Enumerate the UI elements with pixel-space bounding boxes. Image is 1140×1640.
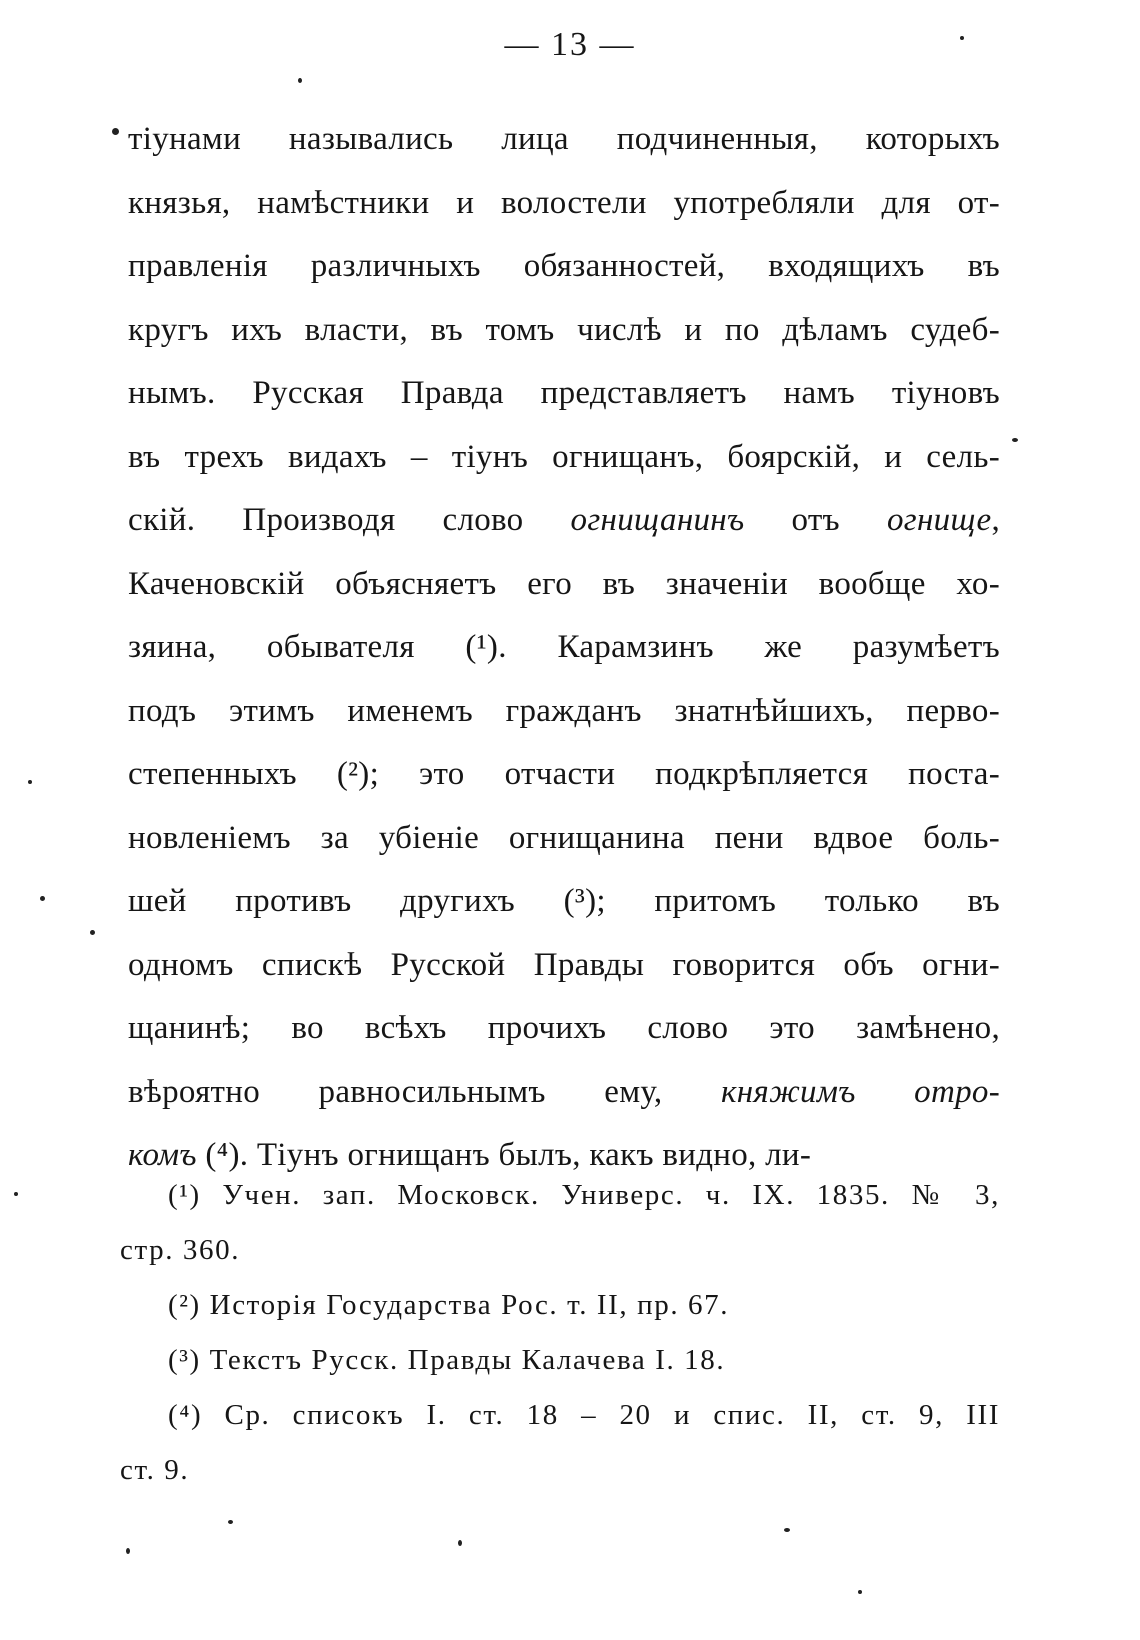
body-line: одномъ спискѣ Русской Правды говорится объ огни- <box>128 946 1000 983</box>
scan-speck <box>112 128 119 135</box>
scan-speck <box>228 1520 233 1524</box>
body-line: новленіемъ за убіеніе огнищанина пени вдвое боль- <box>128 819 1000 856</box>
footnotes <box>120 1168 1000 1498</box>
body-line: комъ (⁴). Тіунъ огнищанъ былъ, какъ видно, ли- <box>128 1137 812 1173</box>
scan-speck <box>126 1548 130 1554</box>
body-line: въ трехъ видахъ – тіунъ огнищанъ, боярскій, и сель- <box>128 438 1000 475</box>
scan-speck <box>1012 438 1018 442</box>
body-line: зяина, обывателя (¹). Карамзинъ же разумѣетъ <box>128 629 1000 665</box>
scan-speck <box>40 896 45 901</box>
footnote-2: (²) Исторія Государства Рос. т. II, пр. 67. <box>168 1289 730 1321</box>
footnote-4-continued: ст. 9. <box>120 1454 190 1486</box>
body-line: правленія различныхъ обязанностей, входящихъ въ <box>128 248 1000 284</box>
scan-speck <box>28 780 32 784</box>
scan-speck <box>14 1192 18 1196</box>
scan-speck <box>960 36 964 40</box>
scan-speck <box>90 930 95 935</box>
scan-speck <box>858 1590 862 1594</box>
body-line: щанинѣ; во всѣхъ прочихъ слово это замѣнено, <box>128 1010 1000 1046</box>
body-line: тіунами назывались лица подчиненныя, которыхъ <box>128 121 1000 157</box>
footnote-1-continued: стр. 360. <box>120 1234 241 1266</box>
body-line: скій. Производя слово огнищанинъ отъ огнище, <box>128 502 1000 538</box>
body-line: степенныхъ (²); это отчасти подкрѣпляется поста- <box>128 756 1000 792</box>
body-line: князья, намѣстники и волостели употребляли для от- <box>128 184 1000 221</box>
footnote-1: (¹) Учен. зап. Московск. Универс. ч. IX. 1835. № 3, <box>168 1179 1000 1211</box>
body-line: кругъ ихъ власти, въ томъ числѣ и по дѣламъ судеб- <box>128 311 1000 348</box>
body-line: вѣроятно равносильнымъ ему, княжимъ отро- <box>128 1073 1000 1110</box>
scan-speck <box>458 1540 462 1546</box>
body-text <box>128 108 1000 1188</box>
body-line: Каченовскій объясняетъ его въ значеніи вообще хо- <box>128 565 1000 602</box>
page-number: — 13 — <box>504 26 636 63</box>
scan-speck <box>784 1528 790 1532</box>
body-line: шей противъ другихъ (³); притомъ только въ <box>128 883 1000 919</box>
body-line: подъ этимъ именемъ гражданъ знатнѣйшихъ, перво- <box>128 692 1000 729</box>
scan-speck <box>298 78 302 83</box>
body-line: нымъ. Русская Правда представляетъ намъ тіуновъ <box>128 375 1000 411</box>
footnote-3: (³) Текстъ Русск. Правды Калачева I. 18. <box>168 1344 726 1376</box>
footnote-4: (⁴) Ср. списокъ I. ст. 18 – 20 и спис. II, ст. 9, III <box>168 1399 1000 1431</box>
